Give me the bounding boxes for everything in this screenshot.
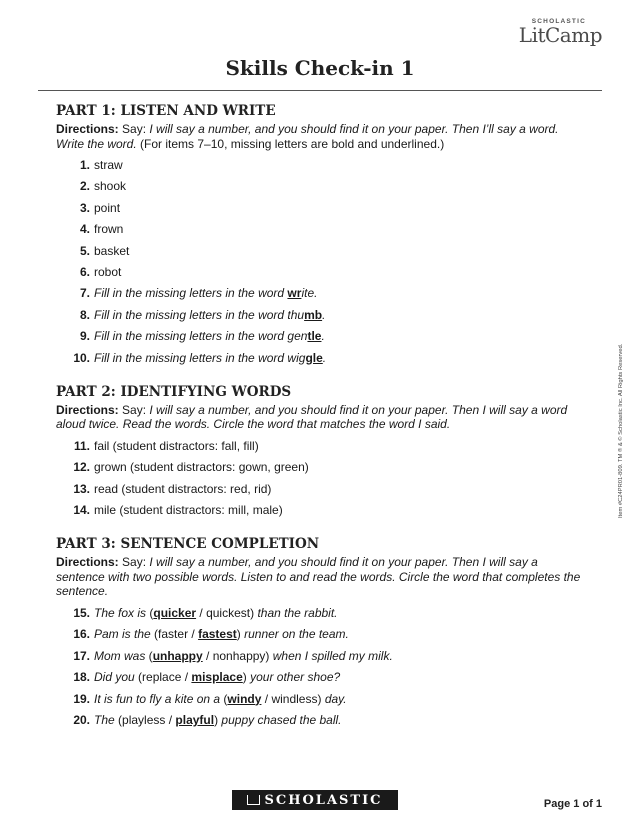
sentence-end: your other shoe? [250,670,341,685]
part1-section [56,96,586,369]
list-item [56,155,586,176]
list-item: 20. The (playless / playful) puppy chased the ball. [56,710,586,731]
list-item: 16. Pam is the (faster / fastest) runner on the team. [56,624,586,645]
directions-quote: I will say a number, and you should find it on your paper. Then I’ll say a word. Write the word. [56,122,559,151]
item-text: mile (student distractors: mill, male) [94,503,283,518]
brand-big-text: LitCamp [518,23,602,47]
item-number: 3. [79,200,90,215]
item-number: 10. [73,350,90,365]
say-label: Say: [122,555,147,570]
part1-heading: PART 1: LISTEN AND WRITE [56,103,276,119]
list-item [56,436,586,457]
part3-list [56,603,586,731]
list-item [56,176,586,197]
page-number: Page 1 of 1 [543,798,602,810]
option-a: playless [122,712,166,727]
part3-heading: PART 3: SENTENCE COMPLETION [56,536,320,553]
sentence-start: Pam is the [94,627,151,642]
directions-label: Directions: [56,402,119,417]
sentence-start: Mom was [94,648,146,663]
item-number: 17. [73,648,90,663]
list-item [56,479,586,500]
list-item: 19. It is fun to fly a kite on a (windy / windless) day. [56,689,586,710]
sentence-start: The fox is [94,605,147,620]
part3-directions [56,555,586,599]
fill-prefix: Fill in the missing letters in the word [94,329,285,344]
fill-prefix: Fill in the missing letters in the word [94,286,285,301]
directions-note: (For items 7–10, missing letters are bold and underlined.) [140,136,445,151]
item-number: 18. [73,670,90,685]
item-number: 16. [73,627,90,642]
directions-label: Directions: [56,122,119,136]
document-body [56,96,586,731]
directions-quote: I will say a number, and you should find it on your paper. Then I will say a word aloud twice. Read the words. Circle the word that matches the word I said. [56,402,568,432]
list-item [56,219,586,240]
part1-directions [56,122,586,151]
sentence-start: It is fun to fly a kite on a [94,691,221,706]
item-number: 12. [73,460,90,475]
part2-list [56,436,586,522]
item-number: 6. [79,264,90,279]
item-number: 7. [79,286,90,301]
item-number: 2. [79,179,90,194]
book-icon [247,795,260,805]
list-item [56,500,586,521]
item-word: shook [94,179,127,194]
say-label: Say: [122,122,147,136]
word-before: thu [287,307,305,322]
option-b: nonhappy [212,648,266,663]
item-number: 4. [79,222,90,237]
title-divider [38,90,602,91]
sentence-start: The [94,712,115,727]
say-label: Say: [122,402,147,417]
part2-directions [56,403,586,432]
directions-quote: I will say a number, and you should find it on your paper. Then I will say a sentence with two possible words. Listen to and read the words. Circle the word that completes the sentence. [56,555,581,599]
part3-section [56,529,586,731]
list-item: 7. Fill in the missing letters in the word write. [56,283,586,304]
fill-prefix: Fill in the missing letters in the word [94,307,285,322]
item-number: 13. [73,481,90,496]
word-before: gen [287,329,308,344]
option-b: playful [175,712,215,727]
list-item: 10. Fill in the missing letters in the word wiggle. [56,348,586,369]
list-item [56,241,586,262]
list-item: 18. Did you (replace / misplace) your other shoe? [56,667,586,688]
item-number: 5. [79,243,90,258]
copyright-note: Item #C24PR01-809. TM ® & © Scholastic Inc. All Rights Reserved. [618,343,624,518]
item-word: point [94,200,121,215]
item-number: 8. [79,307,90,322]
option-a: windy [227,691,262,706]
scholastic-footer-logo [232,790,398,810]
option-a: replace [142,670,182,685]
item-number: 1. [79,158,90,172]
list-item [56,457,586,478]
item-number: 20. [73,712,90,727]
part2-section [56,377,586,522]
sentence-start: Did you [94,670,135,685]
option-a: faster [158,627,189,642]
option-b: quickest [206,605,251,620]
missing-letters: tle [307,329,322,344]
list-item [56,262,586,283]
option-b: windless [271,691,318,706]
option-b: fastest [198,627,237,642]
item-word: robot [94,264,122,279]
brand-small-text: SCHOLASTIC [531,18,586,25]
item-text: grown (student distractors: gown, green) [94,460,309,475]
word-after: ite [301,286,315,301]
option-b: misplace [191,670,243,685]
list-item: 9. Fill in the missing letters in the word gentle. [56,326,586,347]
item-text: fail (student distractors: fall, fill) [94,438,259,453]
item-number: 11. [73,438,90,453]
directions-label: Directions: [56,555,119,570]
item-word: frown [94,222,124,237]
sentence-end: day. [324,691,347,706]
list-item: 15. The fox is (quicker / quickest) than the rabbit. [56,603,586,624]
word-before: wig [287,350,306,365]
missing-letters: gle [305,350,323,365]
footer-logo-text: SCHOLASTIC [264,792,383,808]
item-word: basket [94,243,130,258]
page-title: Skills Check-in 1 [225,56,415,80]
sentence-end: than the rabbit. [257,605,338,620]
sentence-end: puppy chased the ball. [221,712,342,727]
item-number: 14. [73,503,90,518]
missing-letters: wr [287,286,302,301]
list-item: 17. Mom was (unhappy / nonhappy) when I spilled my milk. [56,646,586,667]
sentence-end: when I spilled my milk. [272,648,393,663]
item-text: read (student distractors: red, rid) [94,481,272,496]
part2-heading: PART 2: IDENTIFYING WORDS [56,383,292,400]
sentence-end: runner on the team. [244,627,349,642]
part1-list [56,155,586,369]
option-a: unhappy [152,648,203,663]
fill-prefix: Fill in the missing letters in the word [94,350,285,365]
item-number: 9. [79,329,90,344]
litcamp-logo [519,18,602,45]
list-item [56,198,586,219]
item-word: straw [94,158,123,172]
item-number: 19. [73,691,90,706]
item-number: 15. [73,605,90,620]
option-a: quicker [153,605,197,620]
list-item: 8. Fill in the missing letters in the word thumb. [56,305,586,326]
missing-letters: mb [304,307,323,322]
